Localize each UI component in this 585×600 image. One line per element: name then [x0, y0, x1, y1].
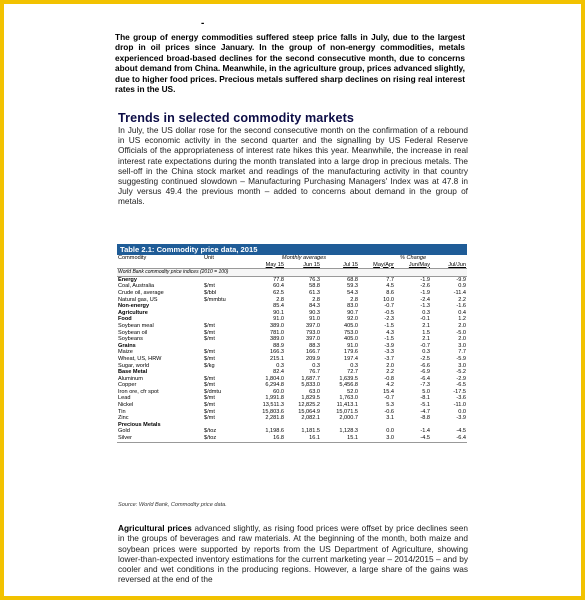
commodity-unit: $/dmtu [204, 388, 222, 395]
value-cell: 0.3 [422, 349, 430, 356]
commodity-name: Grains [118, 342, 136, 349]
value-cell: 77.8 [273, 276, 284, 283]
value-cell: 389.0 [270, 322, 284, 329]
value-cell: 72.7 [347, 369, 358, 376]
value-cell: 0.3 [350, 362, 358, 369]
value-cell: 13,511.3 [262, 402, 284, 409]
commodity-name: Sugar, world [118, 362, 150, 369]
table-row [117, 316, 467, 323]
value-cell: 0.3 [276, 362, 284, 369]
value-cell [395, 422, 431, 429]
value-cell: -1.9 [420, 289, 430, 296]
value-cell: 63.0 [309, 388, 320, 395]
value-cell: 54.3 [347, 289, 358, 296]
commodity-unit: $/mt [204, 336, 215, 343]
commodity-name: Silver [117, 435, 203, 442]
value-cell: -6.4 [431, 435, 467, 442]
value-cell: 4.5 [386, 283, 394, 290]
table-row [117, 356, 467, 363]
col-header: May/Apr [373, 261, 394, 268]
commodity-unit: $/mt [204, 382, 215, 389]
value-cell: 3.1 [386, 415, 394, 422]
value-cell: -0.1 [420, 316, 430, 323]
value-cell: -4.5 [456, 428, 466, 435]
value-cell: 197.4 [344, 355, 358, 362]
value-cell: 82.4 [273, 369, 284, 376]
commodity-name: Nickel [118, 402, 134, 409]
value-cell: 753.0 [344, 329, 358, 336]
intro-paragraph: The group of energy commodities suffered steep price falls in July, due to the largest drop in oil prices since January. In the group of non-energy commodities, metals experienced broad-based declines for the second consecutive month, due to concerns about demand from China. Meanwhile, in the agriculture group, prices advanced slightly, due to higher food prices. Precious metals suffered sharp declines on rising real interest rates in the US. [115, 32, 465, 95]
value-cell: 92.0 [347, 316, 358, 323]
value-cell: 91.0 [273, 316, 284, 323]
col-header: Jul 15 [343, 261, 358, 268]
value-cell: 3.0 [458, 342, 466, 349]
table-row [117, 389, 467, 396]
commodity-unit [203, 343, 249, 350]
value-cell: -6.4 [420, 375, 430, 382]
value-cell: 2.2 [458, 296, 466, 303]
value-cell: -8.1 [420, 395, 430, 402]
value-cell: 2.0 [458, 336, 466, 343]
agriculture-paragraph [118, 523, 468, 585]
value-cell: 6,294.8 [265, 382, 284, 389]
value-cell: 2,082.1 [301, 415, 320, 422]
value-cell: -9.9 [456, 276, 466, 283]
value-cell: 5.0 [422, 388, 430, 395]
value-cell: 61.3 [309, 289, 320, 296]
table-row [117, 376, 467, 383]
value-cell: -0.7 [384, 395, 394, 402]
value-cell: -6.9 [420, 369, 430, 376]
table-row [117, 409, 467, 416]
value-cell: -11.4 [453, 289, 466, 296]
commodity-unit [203, 303, 249, 310]
value-cell: 91.0 [347, 342, 358, 349]
value-cell: -5.0 [456, 329, 466, 336]
commodity-unit: $/kg [204, 362, 215, 369]
table-row [117, 395, 467, 402]
value-cell: 5,833.0 [301, 382, 320, 389]
value-cell: -0.7 [420, 342, 430, 349]
commodity-name: Energy [118, 276, 137, 283]
value-cell: 0.0 [458, 408, 466, 415]
value-cell: 166.3 [270, 349, 284, 356]
value-cell: 1,804.0 [265, 375, 284, 382]
table-row [117, 297, 467, 304]
value-cell: 397.0 [306, 322, 320, 329]
value-cell: 2.2 [386, 369, 394, 376]
value-cell: -0.7 [384, 303, 394, 310]
value-cell: 1,991.8 [265, 395, 284, 402]
value-cell: -5.9 [456, 355, 466, 362]
commodity-unit: $/bbl [204, 289, 217, 296]
commodity-name: Non-energy [118, 303, 150, 310]
commodity-unit: $/mmbtu [204, 296, 226, 303]
commodity-name: Zinc [118, 415, 129, 422]
col-header-commodity: Commodity [118, 255, 147, 261]
value-cell: 0.3 [422, 309, 430, 316]
value-cell: -3.3 [384, 349, 394, 356]
value-cell: -2.9 [456, 375, 466, 382]
value-cell: -0.5 [384, 309, 394, 316]
value-cell: -5.2 [456, 369, 466, 376]
value-cell: -2.4 [420, 296, 430, 303]
value-cell: 2.1 [422, 336, 430, 343]
table-row [117, 310, 467, 317]
value-cell: 0.9 [458, 283, 466, 290]
value-cell: 166.7 [306, 349, 320, 356]
value-cell: 1.5 [422, 329, 430, 336]
table-row [117, 422, 467, 429]
value-cell: 4.3 [386, 329, 394, 336]
value-cell: 3.0 [359, 435, 395, 442]
commodity-name: Tin [118, 408, 126, 415]
value-cell: 3.0 [458, 362, 466, 369]
value-cell: 76.7 [309, 369, 320, 376]
value-cell: 215.1 [270, 355, 284, 362]
agriculture-lead: Agricultural prices [118, 523, 192, 533]
value-cell: -6.5 [456, 382, 466, 389]
value-cell: 85.4 [273, 303, 284, 310]
commodity-unit [203, 369, 249, 376]
value-cell: 12,825.2 [298, 402, 320, 409]
commodity-name: Coal, Australia [118, 283, 155, 290]
value-cell: 15,064.9 [298, 408, 320, 415]
value-cell [359, 422, 395, 429]
table-row [117, 428, 467, 435]
value-cell: 179.6 [344, 349, 358, 356]
commodity-name: Soybean oil [118, 329, 148, 336]
value-cell: 83.0 [347, 303, 358, 310]
commodity-unit: $/mt [204, 415, 215, 422]
value-cell: -2.5 [420, 355, 430, 362]
commodity-name: Precious Metals [118, 421, 161, 428]
value-cell: -4.7 [420, 408, 430, 415]
value-cell: 0.3 [312, 362, 320, 369]
value-cell: 405.0 [344, 336, 358, 343]
commodity-name: Gold [118, 428, 130, 435]
value-cell [285, 422, 321, 429]
table-row [117, 363, 467, 370]
commodity-unit: $/toz [203, 435, 249, 442]
value-cell: 2.8 [276, 296, 284, 303]
section-heading: Trends in selected commodity markets [118, 111, 354, 125]
value-cell: 0.4 [458, 309, 466, 316]
value-cell: -1.5 [384, 322, 394, 329]
value-cell: 1,687.7 [301, 375, 320, 382]
value-cell: -17.5 [453, 388, 466, 395]
col-header-unit: Unit [204, 255, 214, 261]
value-cell: -1.3 [420, 303, 430, 310]
value-cell: 1,128.3 [339, 428, 358, 435]
commodity-unit: $/mt [204, 283, 215, 290]
commodity-unit: $/mt [204, 402, 215, 409]
value-cell: 10.0 [383, 296, 394, 303]
value-cell: 90.3 [309, 309, 320, 316]
value-cell: 7.7 [458, 349, 466, 356]
value-cell: 4.2 [386, 382, 394, 389]
value-cell: -5.1 [420, 402, 430, 409]
table-row [117, 283, 467, 290]
table-row [117, 336, 467, 343]
value-cell: -1.4 [420, 428, 430, 435]
commodity-unit: $/mt [204, 395, 215, 402]
value-cell: -1.5 [384, 336, 394, 343]
value-cell: 397.0 [306, 336, 320, 343]
commodity-unit: $/mt [204, 349, 215, 356]
table-row [117, 349, 467, 356]
value-cell: 15,071.5 [336, 408, 358, 415]
value-cell: 209.9 [306, 355, 320, 362]
value-cell: 1,181.5 [301, 428, 320, 435]
value-cell: 15.1 [321, 435, 359, 442]
value-cell: 90.1 [273, 309, 284, 316]
value-cell: 1.2 [458, 316, 466, 323]
table-row [117, 369, 467, 376]
commodity-unit [203, 316, 249, 323]
value-cell: 2.0 [458, 322, 466, 329]
commodity-unit [203, 310, 249, 317]
agriculture-text: advanced slightly, as rising food prices were offset by price declines seen in the groups of beverages and raw materials. At the beginning of the month, both maize and soybean prices were supported by reports from the US Department of Agriculture, showing lower-than-expected inventory estimations for the current marketing year – 2014/2015 – and by cooler and wet conditions in the producing regions. However, a large share of the gains was reversed at the end of the [118, 523, 468, 585]
value-cell: 76.3 [309, 276, 320, 283]
commodity-name: Agriculture [118, 309, 148, 316]
value-cell: -2.6 [420, 283, 430, 290]
value-cell: -3.7 [384, 355, 394, 362]
value-cell: 91.0 [309, 316, 320, 323]
value-cell: 389.0 [270, 336, 284, 343]
commodity-unit [203, 422, 249, 429]
value-cell: -1.9 [420, 276, 430, 283]
value-cell: 781.0 [270, 329, 284, 336]
table-row [117, 382, 467, 389]
value-cell: 2.0 [386, 362, 394, 369]
value-cell: 7.7 [386, 276, 394, 283]
value-cell: 88.3 [309, 342, 320, 349]
col-header: Jun/May [408, 261, 430, 268]
commodity-unit: $/mt [204, 322, 215, 329]
value-cell: 1,639.5 [339, 375, 358, 382]
trends-paragraph: In July, the US dollar rose for the second consecutive month on the confirmation of a rebound in US economic activity in the second quarter and the signalling by US Federal Reserve Officials of the appropriateness of interest rate hikes this year. Meanwhile, the increase in real interest rate expectations during the month translated into a large drop in precious metals. The sell-off in the China stock market and readings of the manufacturing activity in that country suggesting continued slowdown – Manufacturing Purchasing Managers' Index was at 47.8 in July versus 49.4 the previous month – added to concerns about demand in the group of metals. [118, 125, 468, 207]
commodity-name: Natural gas, US [118, 296, 158, 303]
col-header-monthly: Monthly averages [281, 255, 327, 261]
index-row: World Bank commodity price indices (2010 = 100) [117, 269, 467, 277]
value-cell: -4.5 [395, 435, 431, 442]
value-cell: -6.6 [420, 362, 430, 369]
commodity-unit: $/toz [204, 428, 217, 435]
commodity-name: Iron ore, cfr spot [118, 388, 159, 395]
value-cell: 16.8 [249, 435, 285, 442]
table-source: Source: World Bank, Commodity price data. [118, 502, 227, 508]
value-cell: 16.1 [285, 435, 321, 442]
value-cell: -3.9 [384, 342, 394, 349]
value-cell [321, 422, 359, 429]
commodity-unit: $/mt [204, 355, 215, 362]
value-cell: -2.3 [384, 316, 394, 323]
col-header: Jul/Jun [448, 261, 466, 268]
commodity-name: Food [118, 316, 132, 323]
commodity-name: Copper [118, 382, 137, 389]
value-cell: -11.0 [453, 402, 466, 409]
value-cell: 1,763.0 [339, 395, 358, 402]
value-cell: 60.0 [273, 388, 284, 395]
value-cell: -0.8 [384, 375, 394, 382]
value-cell: -8.8 [420, 415, 430, 422]
value-cell: 2.8 [350, 296, 358, 303]
value-cell: 5.3 [386, 402, 394, 409]
commodity-name: Lead [118, 395, 131, 402]
commodity-name: Soybeans [118, 336, 143, 343]
commodity-name: Base Metal [118, 369, 148, 376]
value-cell: 793.0 [306, 329, 320, 336]
value-cell: 88.9 [273, 342, 284, 349]
value-cell: -3.9 [456, 415, 466, 422]
value-cell: 2,000.7 [339, 415, 358, 422]
table-row [117, 276, 467, 283]
value-cell: 5,456.8 [339, 382, 358, 389]
col-header: Jun 15 [303, 261, 320, 268]
value-cell: 84.3 [309, 303, 320, 310]
value-cell: 11,413.1 [336, 402, 358, 409]
value-cell: 2.1 [422, 322, 430, 329]
commodity-name: Wheat, US, HRW [118, 355, 162, 362]
commodity-table [117, 255, 467, 443]
value-cell: 2,281.8 [265, 415, 284, 422]
col-header-change: % Change [399, 255, 427, 261]
value-cell: 2.8 [312, 296, 320, 303]
value-cell: -0.6 [384, 408, 394, 415]
table-row [117, 415, 467, 422]
table-row [117, 290, 467, 297]
value-cell: -3.6 [456, 395, 466, 402]
value-cell: 90.7 [347, 309, 358, 316]
value-cell: 1,829.5 [301, 395, 320, 402]
value-cell: 0.0 [386, 428, 394, 435]
commodity-unit: $/mt [204, 329, 215, 336]
dash-mark: - [201, 18, 205, 29]
table-title: Table 2.1: Commodity price data, 2015 [117, 244, 467, 255]
value-cell: 52.0 [347, 388, 358, 395]
commodity-name: Aluminum [118, 375, 143, 382]
value-cell: 60.4 [273, 283, 284, 290]
commodity-name: Crude oil, average [118, 289, 164, 296]
value-cell: -7.3 [420, 382, 430, 389]
value-cell: -1.6 [456, 303, 466, 310]
commodity-name: Maize [118, 349, 133, 356]
value-cell: 8.6 [386, 289, 394, 296]
value-cell [249, 422, 285, 429]
value-cell: 62.5 [273, 289, 284, 296]
value-cell: 405.0 [344, 322, 358, 329]
table-row [117, 343, 467, 350]
commodity-name: Soybean meal [118, 322, 154, 329]
value-cell: 1,198.6 [265, 428, 284, 435]
table-row [117, 323, 467, 330]
value-cell: 68.8 [347, 276, 358, 283]
value-cell [431, 422, 467, 429]
value-cell: 58.8 [309, 283, 320, 290]
table-row [117, 402, 467, 409]
table-row [117, 435, 467, 442]
value-cell: 59.3 [347, 283, 358, 290]
commodity-unit [203, 276, 249, 283]
table-row [117, 303, 467, 310]
col-header: May 15 [265, 261, 284, 268]
commodity-unit: $/mt [204, 408, 215, 415]
commodity-unit: $/mt [204, 375, 215, 382]
table-row [117, 330, 467, 337]
value-cell: 15.4 [383, 388, 394, 395]
value-cell: 15,803.6 [262, 408, 284, 415]
